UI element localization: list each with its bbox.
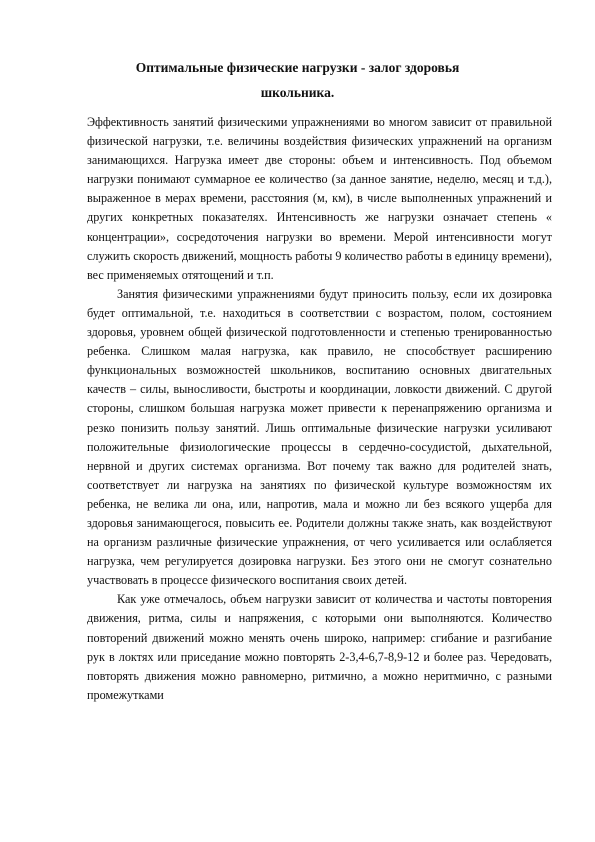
document-title	[60, 55, 535, 105]
document-body	[87, 113, 552, 705]
paragraph-2: Занятия физическими упражнениями будут приносить пользу, если их дозировка будет оптимальной, т.е. находиться в соответствии с возрастом, полом, состоянием здоровья, уровнем общей физической подготовленности и степенью тренированностью ребенка. Слишком малая нагрузка, как правило, не способствует расширению функциональных возможностей школьников, воспитанию основных двигательных качеств – силы, выносливости, быстроты и координации, ловкости движений. С другой стороны, слишком большая нагрузка может привести к перенапряжению организма и резко понизить пользу занятий. Лишь оптимальные физические нагрузки усиливают положительные физиологические процессы в сердечно-сосудистой, дыхательной, нервной и других системах организма. Вот почему так важно для родителей знать, соответствует ли нагрузка на занятиях по физической культуре возможностям их ребенка, не велика ли она, или, напротив, мала и можно ли без всякого ущерба для здоровья занимающегося, повысить ее. Родители должны также знать, как воздействуют на организм различные физические упражнения, от чего усиливается или ослабляется нагрузка, чем регулируется дозировка нагрузки. Без этого они не смогут сознательно участвовать в процессе физического воспитания своих детей.	[87, 286, 552, 588]
title-line-1: Оптимальные физические нагрузки - залог здоровья	[135, 60, 460, 75]
title-line-2: школьника.	[260, 85, 335, 100]
paragraph-3: Как уже отмечалось, объем нагрузки зависит от количества и частоты повторения движения, ритма, силы и напряжения, с которыми они выполняются. Количество повторений движений можно менять очень широко, например: сгибание и разгибание рук в локтях или приседание можно повторять 2-3,4-6,7-8,9-12 и более раз. Чередовать, повторять движения можно равномерно, ритмично, а можно неритмично, с разными промежутками	[87, 592, 552, 702]
paragraph-1: Эффективность занятий физическими упражнениями во многом зависит от правильной физической нагрузки, т.е. величины воздействия физических упражнений на организм занимающихся. Нагрузка имеет две стороны: объем и интенсивность. Под объемом нагрузки понимают суммарное ее количество (за данное занятие, неделю, месяц и т.д.), выраженное в мерах времени, расстояния (м, км), в числе выполненных упражнений и других конкретных показателях. Интенсивность же нагрузки означает степень « концентрации», сосредоточения нагрузки во времени. Мерой интенсивности могут служить скорость движений, мощность работы 9 количество работы в единицу времени), вес применяемых отятощений и т.п.	[87, 115, 552, 282]
